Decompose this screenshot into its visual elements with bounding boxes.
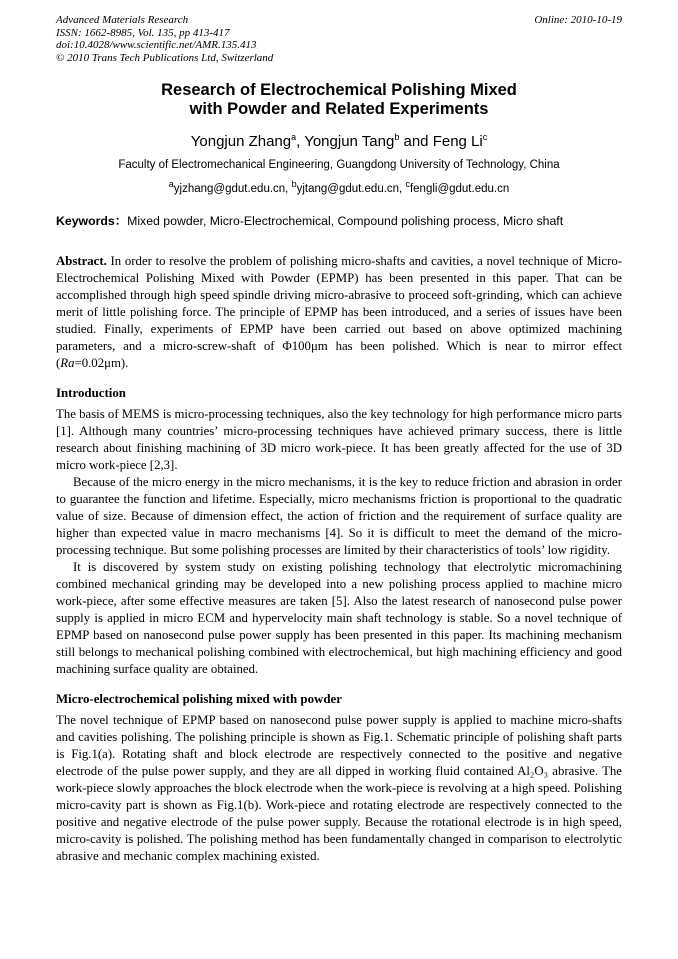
email-address: yjtang@gdut.edu.cn, (296, 183, 406, 196)
author-name: , Yongjun Tang (296, 133, 395, 151)
journal-header-left (56, 14, 273, 64)
abstract-text-end: =0.02μm). (74, 356, 129, 371)
email-superscript: a (168, 179, 174, 190)
email-superscript: b (291, 179, 297, 190)
email-superscript: c (405, 179, 410, 190)
introduction-paragraph-2: Because of the micro energy in the micro mechanisms, it is the key to reduce friction and abrasion in order to guarantee the function and lifetime. Especially, micro mechanisms friction is proportional to the quadratic value of size. Because of dimension effect, the action of friction and the requirement of surface quality are higher than expected value in macro mechanisms [4]. So it is difficult to meet the demand of the micro-processing technique. But some polishing processes are limited by their characteristics of tools’ low rigidity. (56, 475, 622, 558)
paper-title-line-1: Research of Electrochemical Polishing Mixed (161, 81, 517, 100)
abstract-ra-symbol: Ra (60, 356, 75, 371)
keywords-line (56, 214, 622, 229)
emails-line (56, 177, 622, 196)
doi-line: doi:10.4028/www.scientific.net/AMR.135.413 (56, 39, 257, 52)
copyright-line: © 2010 Trans Tech Publications Ltd, Switzerland (56, 51, 274, 64)
section-heading-epmp: Micro-electrochemical polishing mixed with powder (56, 692, 342, 707)
author-superscript: a (291, 132, 297, 143)
abstract-paragraph (56, 253, 622, 372)
online-date: Online: 2010-10-19 (534, 14, 622, 26)
email-address: yjzhang@gdut.edu.cn, (173, 183, 292, 196)
introduction-paragraph-3: It is discovered by system study on existing polishing technology that electrolytic micromachining combined mechanical grinding may be developed into a new polishing process applied to machine micro work-piece, after some effective measures are taken [5]. Also the latest research of nanosecond pulse power supply is applied in micro ECM and hypervelocity main shaft technology is stable. So a novel technique of EPMP based on nanosecond pulse power supply has been presented in this paper. Its machining mechanism still belongs to mechanical polishing combined with electrochemical, but high machining efficiency and good machining surface quality are obtained. (56, 560, 622, 677)
abstract-label: Abstract. (56, 254, 107, 269)
journal-name: Advanced Materials Research (56, 14, 189, 26)
abstract-text: In order to resolve the problem of polishing micro-shafts and cavities, a novel technique of Micro-Electrochemical Polishing Mixed with Powder (EPMP) has been presented in this paper. That can be accomplished through high speed spindle driving micro-abrasive to proceed soft-grinding, which can achieve merit of little polishing force. The principle of EPMP has been introduced, and a series of issues have been studied. Finally, experiments of EPMP have been carried out based on above optimized machining parameters, and a micro-screw-shaft of Φ100μm has been polished. Which is near to mirror effect ( (56, 254, 622, 371)
paper-title (56, 81, 622, 119)
author-superscript: c (482, 132, 488, 143)
issn-line: ISSN: 1662-8985, Vol. 135, pp 413-417 (56, 26, 230, 39)
authors-line (56, 128, 622, 151)
author-name: Yongjun Zhang (190, 133, 292, 151)
keywords-label: Keywords： (56, 214, 128, 229)
journal-header (56, 14, 622, 64)
paper-title-line-2: with Powder and Related Experiments (189, 100, 489, 119)
keywords-text: Mixed powder, Micro-Electrochemical, Compound polishing process, Micro shaft (127, 214, 564, 229)
section-heading-introduction: Introduction (56, 386, 126, 401)
author-superscript: b (394, 132, 400, 143)
introduction-paragraph-1: The basis of MEMS is micro-processing techniques, also the key technology for high performance micro parts [1]. Although many countries’ micro-processing techniques have achieved primary success, there is little research about finishing machining of 3D micro work-piece. It has been greatly affected for the use of 3D micro work-piece [2,3]. (56, 407, 622, 473)
author-name: and Feng Li (399, 133, 483, 151)
affiliation-line: Faculty of Electromechanical Engineering, Guangdong University of Technology, China (118, 159, 560, 172)
epmp-paragraph-1: The novel technique of EPMP based on nanosecond pulse power supply is applied to machine micro-shafts and cavities polishing. The polishing principle is shown as Fig.1. Schematic principle of polishing shaft parts is Fig.1(a). Rotating shaft and block electrode are respectively connected to the positive and negative electrode of the pulse power supply, and they are all dipped in working fluid contained Al₂O₃ abrasive. The work-piece slowly approaches the block electrode when the work-piece is revolving at a high speed. Polishing micro-cavity part is shown as Fig.1(b). Work-piece and rotating electrode are respectively connected to the positive and negative electrode of the pulse power supply. Because the rotational electrode is in high speed, micro-cavity is polished. The polishing method has been fundamentally changed in comparison to electrolytic abrasive and mechanic complex machining existed. (56, 713, 622, 864)
email-address: fengli@gdut.edu.cn (409, 183, 510, 196)
